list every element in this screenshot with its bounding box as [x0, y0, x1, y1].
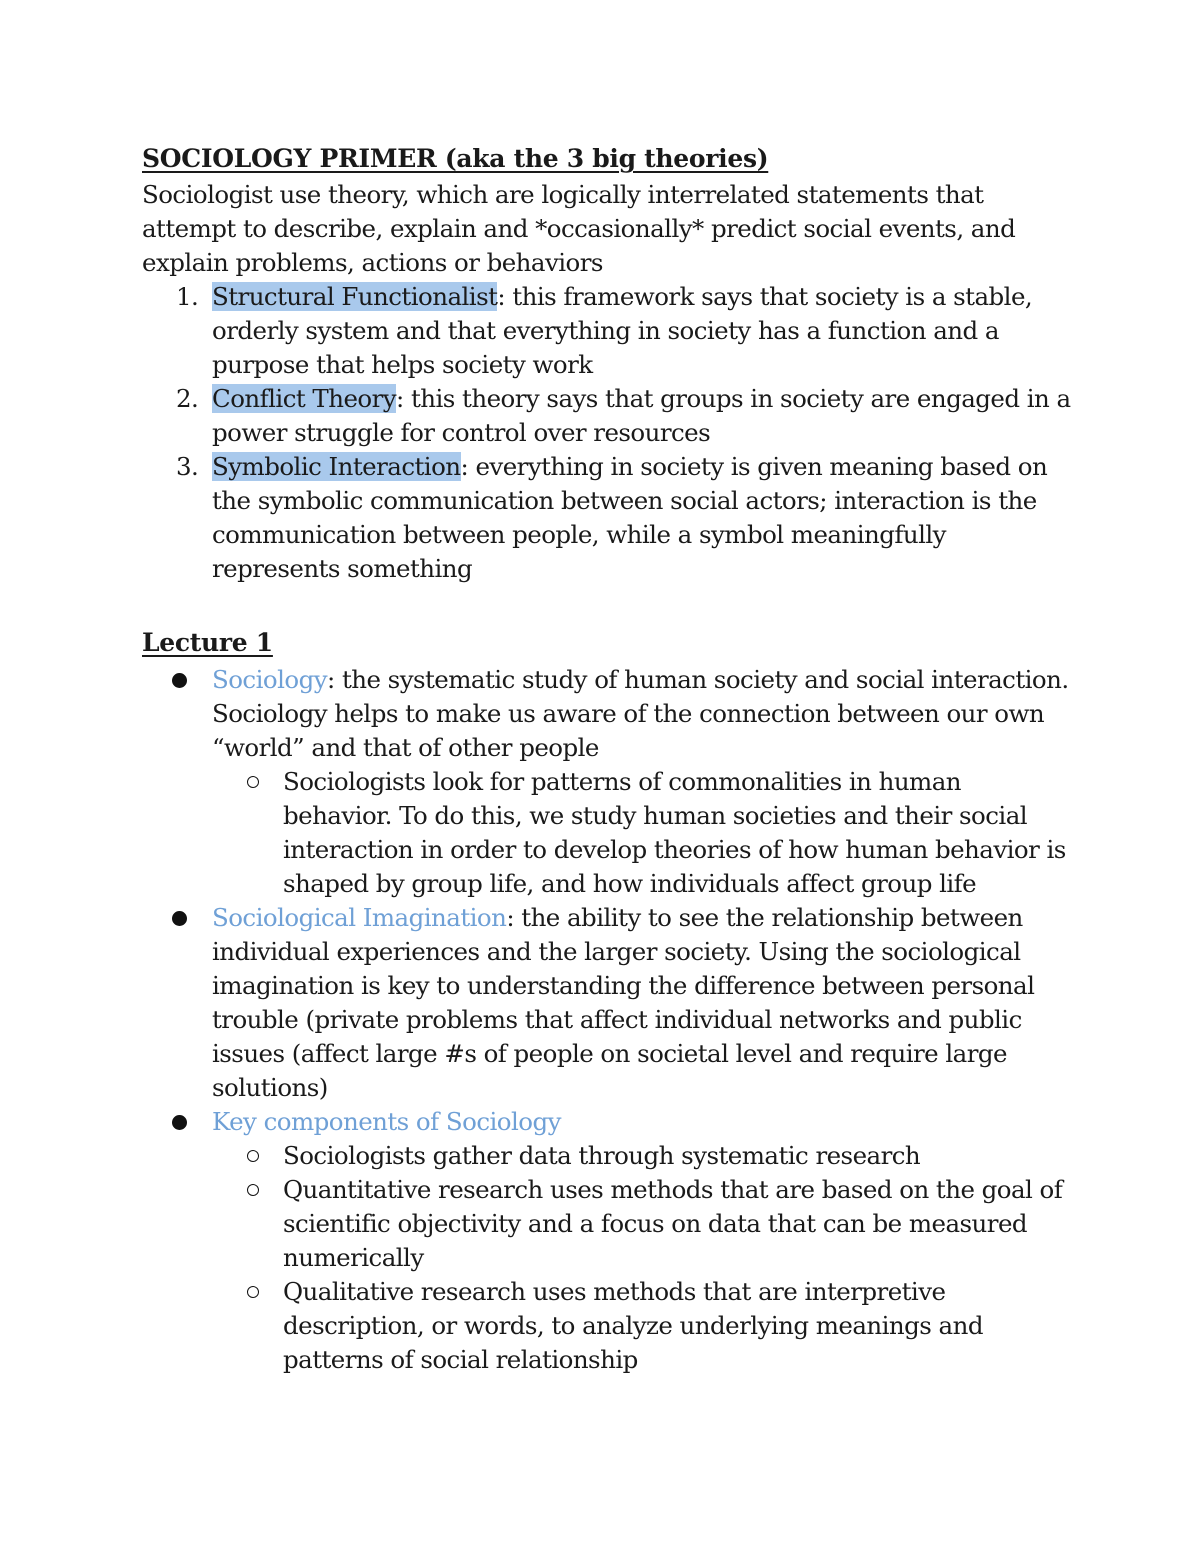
theory-item — [142, 450, 1062, 586]
hollow-bullet-icon — [247, 1286, 259, 1298]
term-label: Sociology — [212, 665, 328, 694]
theory-text: purpose that helps society work — [212, 350, 593, 379]
item-text: imagination is key to understanding the difference between personal — [212, 971, 1035, 1000]
theory-text: : this theory says that groups in society are engaged in a — [396, 384, 1071, 413]
sub-item-text: Qualitative research uses methods that are interpretive — [283, 1277, 946, 1306]
theory-text: communication between people, while a symbol meaningfully — [212, 520, 946, 549]
sub-item-text: interaction in order to develop theories of how human behavior is — [283, 835, 1066, 864]
intro-line: explain problems, actions or behaviors — [142, 248, 603, 277]
sub-item-text: shaped by group life, and how individuals affect group life — [283, 869, 977, 898]
item-text: solutions) — [212, 1073, 328, 1102]
sub-item-text: scientific objectivity and a focus on data that can be measured — [283, 1209, 1028, 1238]
sub-list — [212, 1139, 1062, 1377]
highlighted-term: Symbolic Interaction — [212, 452, 461, 481]
hollow-bullet-icon — [247, 1150, 259, 1162]
hollow-bullet-icon — [247, 776, 259, 788]
sub-item-text: behavior. To do this, we study human societies and their social — [283, 801, 1028, 830]
sub-item — [142, 765, 1066, 901]
theory-text: : everything in society is given meaning based on — [460, 452, 1048, 481]
lecture-item — [142, 1105, 1062, 1377]
sub-list — [212, 765, 1066, 901]
theories-list — [142, 280, 1071, 586]
theory-item — [142, 382, 1071, 450]
theory-text: power struggle for control over resources — [212, 418, 711, 447]
filled-bullet-icon — [172, 673, 187, 688]
item-text: issues (affect large #s of people on societal level and require large — [212, 1039, 1007, 1068]
highlighted-term: Structural Functionalist — [212, 282, 498, 311]
theory-item — [142, 280, 1062, 382]
sub-item-text: Sociologists look for patterns of commonalities in human — [283, 767, 962, 796]
theory-text: the symbolic communication between social actors; interaction is the — [212, 486, 1037, 515]
sub-item — [142, 1173, 1062, 1275]
item-text: individual experiences and the larger society. Using the sociological — [212, 937, 1021, 966]
item-text: Sociology helps to make us aware of the connection between our own — [212, 699, 1045, 728]
highlighted-term: Conflict Theory — [212, 384, 397, 413]
primer-heading: SOCIOLOGY PRIMER (aka the 3 big theories) — [142, 144, 769, 173]
primer-intro — [142, 178, 1062, 280]
list-number: 1. — [176, 282, 199, 311]
filled-bullet-icon — [172, 1115, 187, 1130]
filled-bullet-icon — [172, 911, 187, 926]
item-text: : the ability to see the relationship between — [506, 903, 1023, 932]
sub-item — [142, 1275, 1062, 1377]
list-number: 2. — [176, 384, 199, 413]
sub-item — [142, 1139, 1062, 1173]
item-text: “world” and that of other people — [212, 733, 599, 762]
lecture-item — [142, 901, 1062, 1105]
theory-text: represents something — [212, 554, 473, 583]
term-label: Sociological Imagination — [212, 903, 507, 932]
intro-line: attempt to describe, explain and *occasionally* predict social events, and — [142, 214, 1016, 243]
lecture-item — [142, 663, 1069, 901]
sub-item-text: Quantitative research uses methods that are based on the goal of — [283, 1175, 1063, 1204]
item-text: trouble (private problems that affect individual networks and public — [212, 1005, 1022, 1034]
list-number: 3. — [176, 452, 199, 481]
theory-text: orderly system and that everything in society has a function and a — [212, 316, 999, 345]
sub-item-text: numerically — [283, 1243, 424, 1272]
sub-item-text: patterns of social relationship — [283, 1345, 638, 1374]
lecture-heading: Lecture 1 — [142, 628, 273, 657]
item-text: : the systematic study of human society and social interaction. — [327, 665, 1069, 694]
lecture-list — [142, 663, 1069, 1377]
intro-line: Sociologist use theory, which are logically interrelated statements that — [142, 180, 984, 209]
term-label: Key components of Sociology — [212, 1107, 561, 1136]
document-page — [142, 140, 1071, 1377]
sub-item-text: description, or words, to analyze underlying meanings and — [283, 1311, 983, 1340]
sub-item-text: Sociologists gather data through systematic research — [283, 1141, 921, 1170]
theory-text: : this framework says that society is a stable, — [497, 282, 1033, 311]
hollow-bullet-icon — [247, 1184, 259, 1196]
